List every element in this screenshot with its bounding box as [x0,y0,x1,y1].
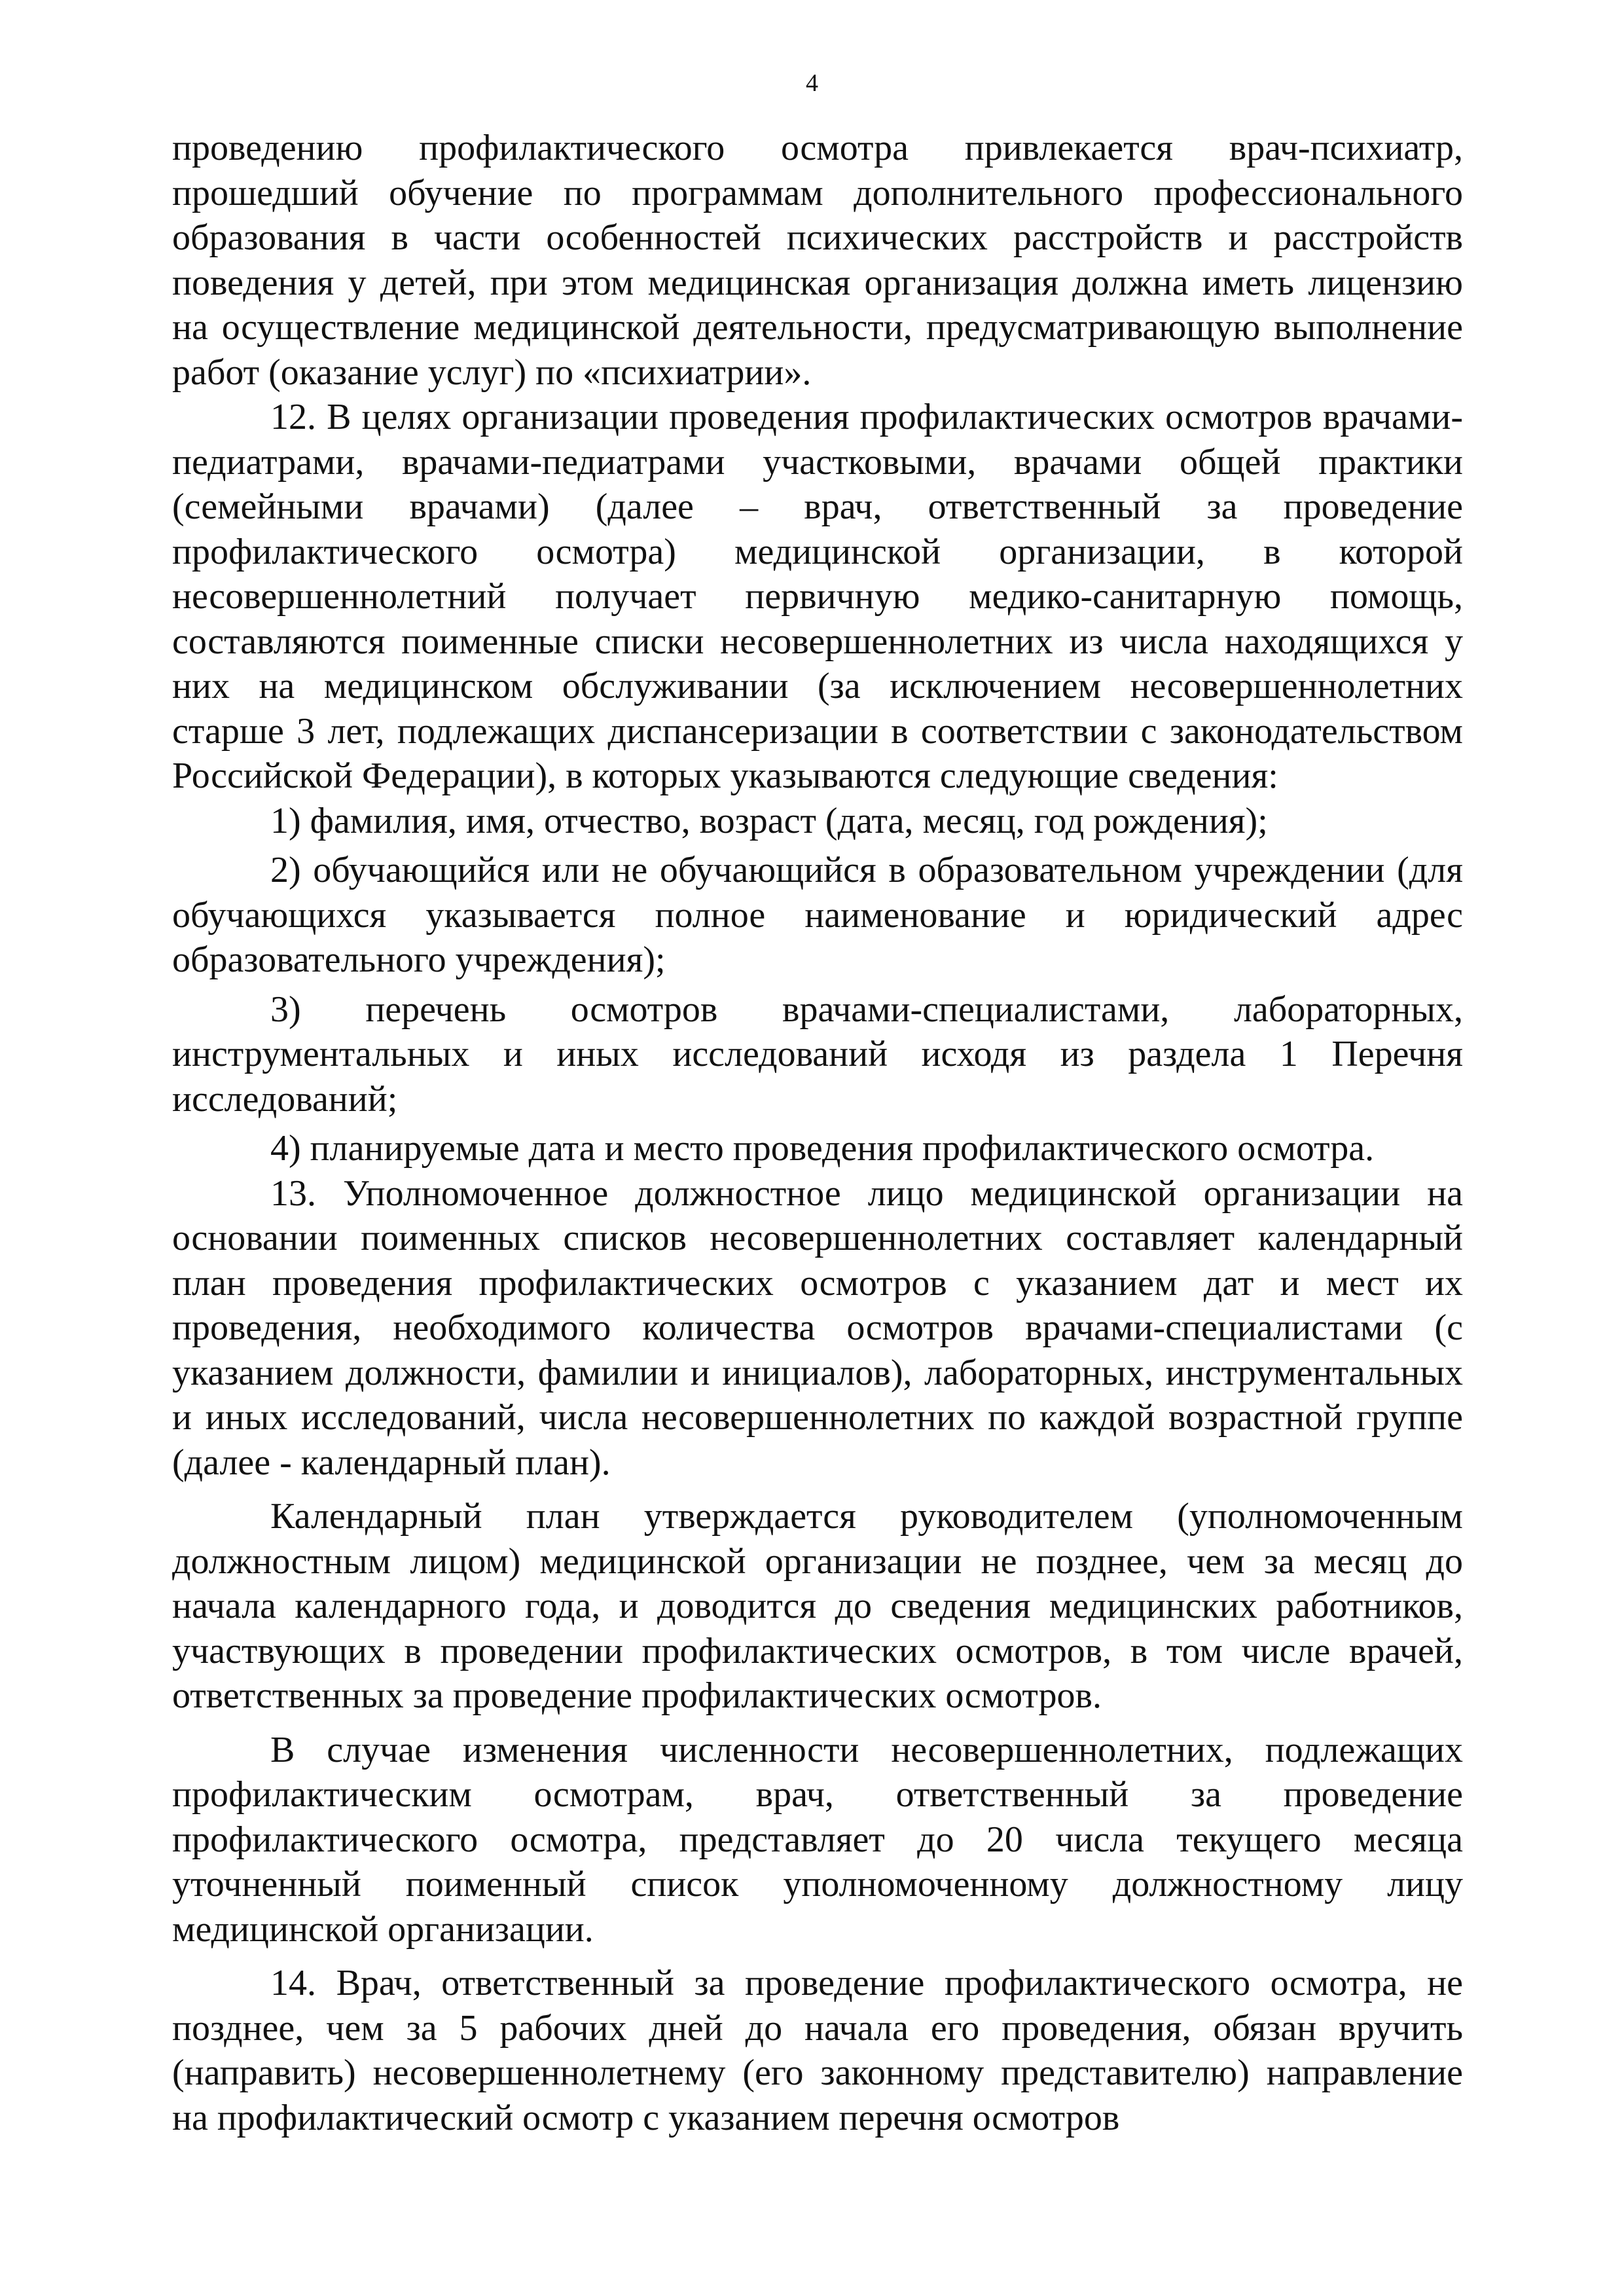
paragraph-item-12: 12. В целях организации проведения профилактических осмотров врачами-педиатрами, врачами-педиатрами участковыми, врачами общей практики (семейными врачами) (далее – врач, ответственный за проведение профилактического осмотра) медицинской организации, в которой несовершеннолетний получает первичную медико-санитарную помощь, составляются поименные списки несовершеннолетних из числа находящихся у них на медицинском обслуживании (за исключением несовершеннолетних старше 3 лет, подлежащих диспансеризации в соответствии с законодательством Российской Федерации), в которых указываются следующие сведения: [172,397,1463,796]
list-item-3: 3) перечень осмотров врачами-специалистами, лабораторных, инструментальных и иных исследований исходя из раздела 1 Перечня исследований; [172,989,1463,1120]
paragraph-list-change: В случае изменения численности несовершеннолетних, подлежащих профилактическим осмотрам, врач, ответственный за проведение профилактического осмотра, представляет до 20 числа текущего месяца уточненный поименный список уполномоченному должностному лицу медицинской организации. [172,1729,1463,1950]
paragraph-item-14: 14. Врач, ответственный за проведение профилактического осмотра, не позднее, чем за 5 рабочих дней до начала его проведения, обязан вручить (направить) несовершеннолетнему (его законному представителю) направление на профилактический осмотр с указанием перечня осмотров [172,1963,1463,2138]
paragraph-calendar-plan: Календарный план утверждается руководителем (уполномоченным должностным лицом) медицинской организации не позднее, чем за месяц до начала календарного года, и доводится до сведения медицинских работников, участвующих в проведении профилактических осмотров, в том числе врачей, ответственных за проведение профилактических осмотров. [172,1496,1463,1716]
paragraph-continuation: проведению профилактического осмотра привлекается врач-психиатр, прошедший обучение по программам дополнительного профессионального образования в части особенностей психических расстройств и расстройств поведения у детей, при этом медицинская организация должна иметь лицензию на осуществление медицинской деятельности, предусматривающую выполнение работ (оказание услуг) по «психиатрии». [172,128,1463,393]
list-item-4: 4) планируемые дата и место проведения профилактического осмотра. [270,1128,1375,1169]
paragraph-item-13: 13. Уполномоченное должностное лицо медицинской организации на основании поименных списков несовершеннолетних составляет календарный план проведения профилактических осмотров с указанием дат и мест их проведения, необходимого количества осмотров врачами-специалистами (с указанием должности, фамилии и инициалов), лабораторных, инструментальных и иных исследований, числа несовершеннолетних по каждой возрастной группе (далее - календарный план). [172,1173,1463,1483]
document-body [172,126,1463,2140]
page-number: 4 [806,69,818,97]
list-item-2: 2) обучающийся или не обучающийся в образовательном учреждении (для обучающихся указывается полное наименование и юридический адрес образовательного учреждения); [172,850,1463,980]
list-item-1: 1) фамилия, имя, отчество, возраст (дата, месяц, год рождения); [270,800,1268,841]
